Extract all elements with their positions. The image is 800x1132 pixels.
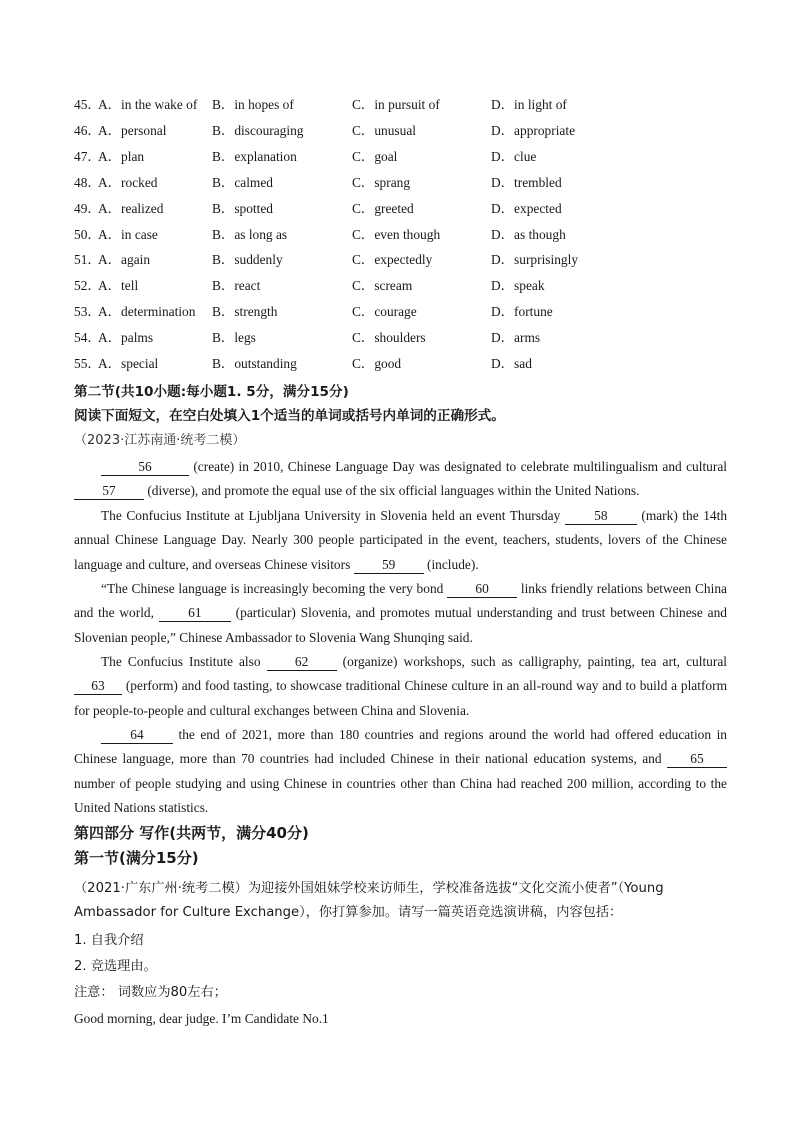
question-row (74, 276, 754, 296)
blank-58[interactable]: 58 (565, 508, 637, 525)
writing-prompt: （2021·广东广州·统考二模）为迎接外国姐妹学校来访师生，学校准备选拔“文化交流小使者”（Young Ambassador for Culture Exchange），你打算参加。请写一篇英语竞选演讲稿，内容包括： (74, 881, 664, 920)
passage-paragraph-4: The Confucius Institute also 62 (organize) workshops, such as calligraphy, painting, tea art, cultural 63 (perform) and food tasting, to showcase traditional Chinese culture in an all-round way and to build a platform for people-to-people and cultural exchanges between China and Slovenia. (74, 654, 727, 718)
option-b[interactable]: B．strength (212, 304, 278, 320)
option-d[interactable]: D．as though (491, 226, 566, 242)
question-number: 48． (74, 174, 101, 190)
option-a[interactable]: A．palms (98, 330, 154, 346)
option-a[interactable]: A．in case (98, 226, 158, 242)
part4-subheading: 第一节(满分15分) (74, 849, 199, 867)
question-number: 55． (74, 356, 101, 371)
option-a[interactable]: A．in the wake of (98, 97, 198, 112)
question-number: 54． (74, 330, 101, 346)
blank-63[interactable]: 63 (74, 678, 122, 695)
blank-64[interactable]: 64 (101, 727, 173, 744)
passage-paragraph-1: 56 (create) in 2010, Chinese Language Day was designated to celebrate multilingualism and cultural57 (diverse), and promote the equal use of the six official languages within the United Nations. (74, 455, 727, 504)
blank-62[interactable]: 62 (267, 654, 337, 671)
option-b[interactable]: B．as long as (212, 226, 288, 242)
option-b[interactable]: B．in hopes of (212, 97, 294, 112)
blank-61[interactable]: 61 (159, 605, 231, 622)
passage-paragraph-2: The Confucius Institute at Ljubljana University in Slovenia held an event Thursday 58 (mark) the 14th annual Chinese Language Day. Nearly 300 people participated in the event, teachers, students, lovers of the Chinese language and culture, and overseas Chinese visitors 59 (include). (74, 508, 728, 572)
option-c[interactable]: C．good (352, 356, 402, 371)
option-d[interactable]: D．speak (491, 278, 545, 294)
option-a[interactable]: A．realized (98, 200, 164, 216)
blank-56[interactable]: 56 (101, 459, 189, 476)
option-a[interactable]: A．again (98, 252, 151, 268)
option-c[interactable]: C．unusual (352, 122, 416, 138)
question-row (74, 95, 754, 115)
question-row (74, 225, 754, 245)
blank-65[interactable]: 65 (667, 751, 727, 768)
passage-source: （2023·江苏南通·统考二模） (74, 433, 246, 448)
question-number: 46． (74, 122, 101, 138)
question-row (74, 147, 754, 167)
section2-heading: 第二节(共10小题:每小题1. 5分，满分15分) (74, 384, 349, 400)
option-d[interactable]: D．clue (491, 148, 537, 164)
question-row (74, 121, 754, 141)
question-number: 49． (74, 200, 101, 216)
question-number: 45． (74, 97, 101, 112)
option-d[interactable]: D．sad (491, 356, 532, 371)
option-c[interactable]: C．expectedly (352, 252, 433, 268)
option-d[interactable]: D．expected (491, 200, 562, 216)
question-row (74, 354, 754, 374)
writing-item-1: 1. 自我介绍 (74, 933, 144, 948)
blank-59[interactable]: 59 (354, 557, 424, 574)
option-d[interactable]: D．arms (491, 330, 541, 346)
option-a[interactable]: A．plan (98, 148, 145, 164)
question-number: 52． (74, 278, 101, 294)
question-number: 47． (74, 148, 101, 164)
writing-opening-line: Good morning, dear judge. I’m Candidate No.1 (74, 1011, 329, 1026)
option-a[interactable]: A．determination (98, 304, 196, 320)
option-b[interactable]: B．explanation (212, 148, 297, 164)
option-c[interactable]: C．scream (352, 278, 413, 294)
passage-paragraph-3: “The Chinese language is increasingly becoming the very bond 60 links friendly relations between China and the world, 61 (particular) Slovenia, and promotes mutual understanding and trust between Chinese and Slovenian people,” Chinese Ambassador to Slovenia Wang Shunqing said. (74, 581, 728, 645)
question-number: 53． (74, 304, 101, 320)
blank-60[interactable]: 60 (447, 581, 517, 598)
option-c[interactable]: C．courage (352, 304, 417, 320)
section2-instruction: 阅读下面短文，在空白处填入1个适当的单词或括号内单词的正确形式。 (74, 408, 505, 424)
option-a[interactable]: A．personal (98, 122, 167, 138)
option-c[interactable]: C．goal (352, 148, 398, 164)
writing-item-2: 2. 竞选理由。 (74, 959, 157, 974)
question-row (74, 250, 754, 270)
option-d[interactable]: D．fortune (491, 304, 553, 320)
option-b[interactable]: B．discouraging (212, 122, 304, 138)
option-b[interactable]: B．suddenly (212, 252, 283, 268)
part4-heading: 第四部分 写作(共两节，满分40分) (74, 824, 309, 842)
option-d[interactable]: D．appropriate (491, 122, 576, 138)
option-b[interactable]: B．legs (212, 330, 256, 346)
option-a[interactable]: A．rocked (98, 174, 158, 190)
option-d[interactable]: D．trembled (491, 174, 562, 190)
option-b[interactable]: B．outstanding (212, 356, 297, 371)
option-b[interactable]: B．calmed (212, 174, 273, 190)
option-c[interactable]: C．shoulders (352, 330, 426, 346)
option-c[interactable]: C．greeted (352, 200, 414, 216)
question-number: 50． (74, 226, 101, 242)
option-a[interactable]: A．special (98, 356, 159, 371)
question-row (74, 302, 754, 322)
option-a[interactable]: A．tell (98, 278, 139, 294)
option-c[interactable]: C．in pursuit of (352, 97, 440, 112)
blank-57[interactable]: 57 (74, 483, 144, 500)
writing-note: 注意： 词数应为80左右； (74, 985, 227, 1000)
option-b[interactable]: B．react (212, 278, 261, 294)
question-row (74, 199, 754, 219)
passage-paragraph-5: 64 the end of 2021, more than 180 countries and regions around the world had offered education in Chinese language, more than 70 countries had included Chinese in their national education systems, and 65 number of people studying and using Chinese in countries other than China had reached 200 million, according to the United Nations statistics. (74, 727, 727, 815)
question-row (74, 328, 754, 348)
option-c[interactable]: C．even though (352, 226, 441, 242)
option-d[interactable]: D．surprisingly (491, 252, 579, 268)
question-row (74, 173, 754, 193)
question-number: 51． (74, 252, 101, 268)
option-c[interactable]: C．sprang (352, 174, 411, 190)
option-b[interactable]: B．spotted (212, 200, 274, 216)
option-d[interactable]: D．in light of (491, 97, 567, 112)
